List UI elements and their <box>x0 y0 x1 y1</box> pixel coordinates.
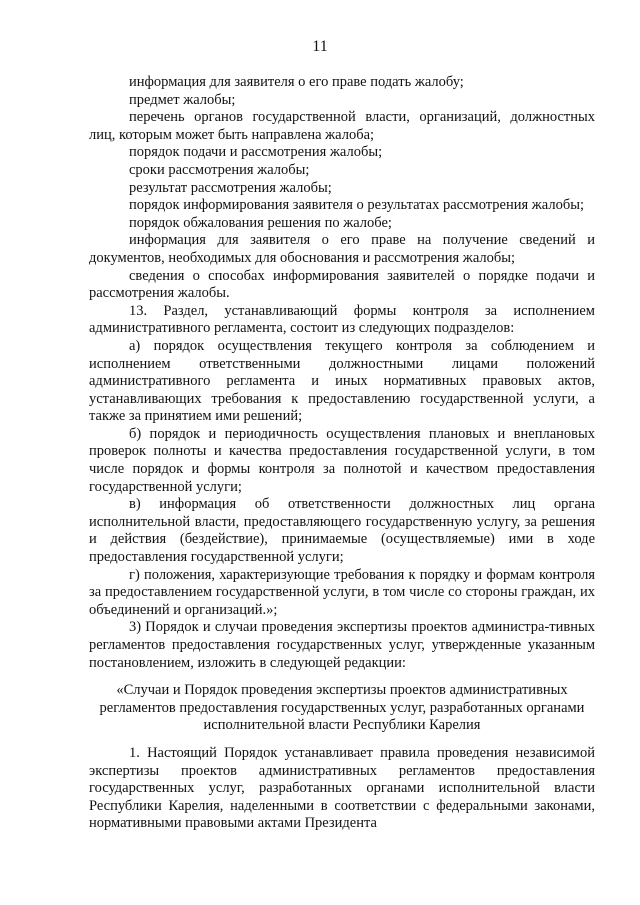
paragraph: г) положения, характеризующие требования к порядку и формам контроля за предоставлением государственной услуги, в том числе со стороны граждан, их объединений и организаций.»; <box>89 566 595 618</box>
paragraph: 13. Раздел, устанавливающий формы контроля за исполнением административного регламента, состоит из следующих подразделов: <box>89 302 595 337</box>
spacer <box>89 735 595 745</box>
paragraph: порядок обжалования решения по жалобе; <box>129 214 392 231</box>
paragraph: 3) Порядок и случаи проведения экспертизы проектов администра-тивных регламентов предоставления государственных услуг, утвержденные указанным постановлением, изложить в следующей редакции: <box>89 619 595 671</box>
paragraph: предмет жалобы; <box>129 91 236 108</box>
paragraph: а) порядок осуществления текущего контроля за соблюдением и исполнением ответственными должностными лицами положений административного регламента и иных нормативных правовых актов, устанавливающих требования к предоставлению государственной услуги, а также за принятием ими решений; <box>89 337 595 425</box>
paragraph: в) информация об ответственности должностных лиц органа исполнительной власти, предоставляющего государственную услугу, за решения и действия (бездействие), принимаемые (осуществляемые) ими в ходе предоставления государственной услуги; <box>89 496 595 566</box>
paragraph: б) порядок и периодичность осуществления плановых и внеплановых проверок полноты и качества предоставления государственной услуги, в том числе порядок и формы контроля за полнотой и качеством предоставления государственной услуги; <box>89 425 595 495</box>
paragraph: сроки рассмотрения жалобы; <box>129 161 310 178</box>
paragraph: информация для заявителя о его праве подать жалобу; <box>129 74 464 90</box>
paragraph: порядок подачи и рассмотрения жалобы; <box>129 144 383 161</box>
spacer <box>89 672 595 682</box>
paragraph: результат рассмотрения жалобы; <box>129 179 332 196</box>
paragraph: порядок информирования заявителя о результатах рассмотрения жалобы; <box>129 197 584 214</box>
paragraph: перечень органов государственной власти, организаций, должностных лиц, которым может быть направлена жалоба; <box>89 109 595 143</box>
section-heading: «Случаи и Порядок проведения экспертизы проектов административных регламентов предоставления государственных услуг, разработанных органами исполнительной власти Республики Карелия <box>99 682 585 734</box>
paragraph: сведения о способах информирования заявителей о порядке подачи и рассмотрения жалобы. <box>89 267 595 302</box>
page-number: 11 <box>312 38 328 55</box>
paragraph: информация для заявителя о его праве на получение сведений и документов, необходимых для обоснования и рассмотрения жалобы; <box>89 232 595 266</box>
paragraph: 1. Настоящий Порядок устанавливает правила проведения независимой экспертизы проектов административных регламентов предоставления государственных услуг, разработанных органами исполнительной власти Республики Карелия, наделенными в соответствии с федеральными законами, нормативными правовыми актами Президента <box>89 744 595 832</box>
document-body <box>89 74 595 833</box>
